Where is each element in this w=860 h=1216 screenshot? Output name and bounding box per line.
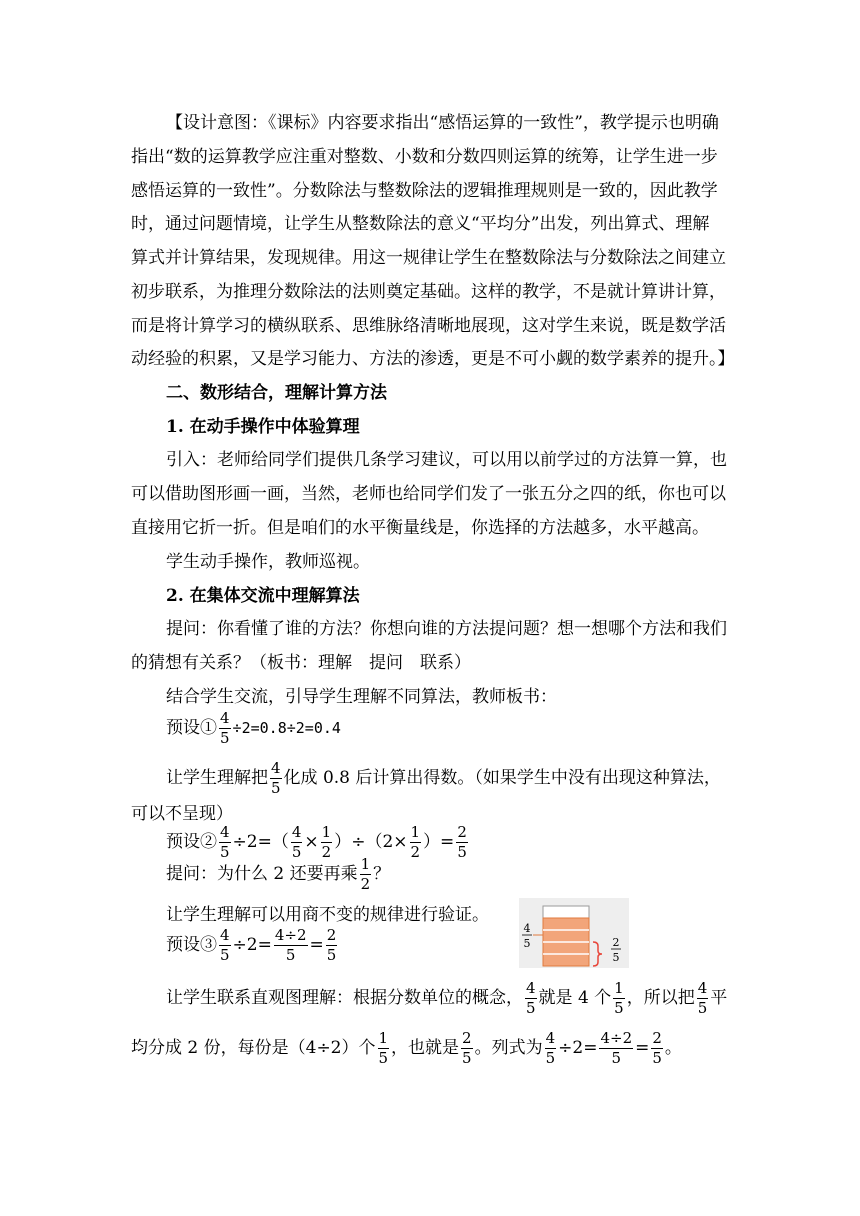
fraction-4-5: $\frac{4}{5}$ xyxy=(526,979,536,1017)
right-label-numerator: 2 xyxy=(612,936,620,949)
fraction-1-2: $\frac{1}{2}$ xyxy=(360,855,371,893)
question-mark: ？ xyxy=(373,864,391,884)
fraction-bar-diagram xyxy=(519,898,629,968)
fraction-4-5: $\frac{4}{5}$ xyxy=(220,926,230,964)
preset-1-note-line-2: 可以不呈现） xyxy=(131,804,233,824)
fraction-1-2: $\frac{1}{2}$ xyxy=(410,823,421,861)
note-text: 让学生联系直观图理解：根据分数单位的概念， xyxy=(166,988,523,1008)
fraction-4-5: $\frac{4}{5}$ xyxy=(545,1029,556,1067)
note-text: 。列式为 xyxy=(474,1038,543,1058)
intro-line-3: 直接用它折一折。但是咱们的水平衡量线是，你选择的方法越多，水平越高。 xyxy=(131,518,709,538)
fraction-4-5: $\frac{4}{5}$ xyxy=(697,979,708,1017)
note-text: 均分成 2 份，每份是（4÷2）个 xyxy=(131,1038,376,1058)
preset-2-label: 预设② xyxy=(166,832,217,852)
preset-1-expression: ÷2=0.8÷2=0.4 xyxy=(232,719,341,737)
fraction-2-5: $\frac{2}{5}$ xyxy=(326,926,337,964)
right-label-denominator: 5 xyxy=(612,951,620,964)
combine-line: 结合学生交流，引导学生理解不同算法，教师板书： xyxy=(166,687,557,707)
section-heading: 二、数形结合，理解计算方法 xyxy=(166,383,387,403)
note-text: 化成 0.8 后计算出得数。（如果学生中没有出现这种算法， xyxy=(283,768,721,788)
fraction-4div2-5: $\frac{4\div 2}{5}$ xyxy=(600,1029,633,1067)
design-line-8: 动经验的积累，又是学习能力、方法的渗透，更是不可小觑的数学素养的提升。】 xyxy=(131,349,735,369)
intro-line-2: 可以借助图形画一画，当然，老师也给同学们发了一张五分之四的纸，你也可以 xyxy=(131,484,726,504)
fraction-4-5: $\frac{4}{5}$ xyxy=(220,709,230,747)
preset-3-label: 预设③ xyxy=(166,935,217,955)
design-line-3: 感悟运算的一致性”。分数除法与整数除法的逻辑推理规则是一致的，因此教学 xyxy=(131,181,718,201)
equals-sign: = xyxy=(309,935,324,955)
subsection-heading-2: 2. 在集体交流中理解算法 xyxy=(166,586,360,606)
design-line-2: 指出“数的运算教学应注重对整数、小数和分数四则运算的统筹，让学生进一步 xyxy=(131,147,718,167)
times-sign: × xyxy=(304,832,319,852)
note-text: 就是 4 个 xyxy=(538,988,612,1008)
expr-part: ）÷（2× xyxy=(334,832,408,852)
subsection-heading-1: 1. 在动手操作中体验算理 xyxy=(166,417,360,437)
note-text: ÷2= xyxy=(558,1038,598,1058)
question-line-2: 的猜想有关系？（板书：理解 提问 联系） xyxy=(131,653,471,673)
fraction-4-5: $\frac{4}{5}$ xyxy=(220,823,230,861)
left-label-denominator: 5 xyxy=(523,937,531,950)
question-2-text: 提问：为什么 2 还要再乘 xyxy=(166,864,358,884)
fraction-4-5: $\frac{4}{5}$ xyxy=(291,823,302,861)
expr-part: ÷2=（ xyxy=(232,832,289,852)
fraction-1-5: $\frac{1}{5}$ xyxy=(614,979,624,1017)
question-2 xyxy=(166,856,390,893)
fraction-1-5: $\frac{1}{5}$ xyxy=(378,1029,389,1067)
preset-3-note-line-2 xyxy=(131,1030,682,1067)
fraction-2-5: $\frac{2}{5}$ xyxy=(462,1029,472,1067)
design-line-5: 算式并计算结果，发现规律。用这一规律让学生在整数除法与分数除法之间建立 xyxy=(131,248,726,268)
expr-part: ）= xyxy=(423,832,455,852)
fraction-2-5: $\frac{2}{5}$ xyxy=(652,1029,662,1067)
fraction-2-5: $\frac{2}{5}$ xyxy=(457,823,467,861)
design-line-1: 【设计意图：《课标》内容要求指出“感悟运算的一致性”，教学提示也明确 xyxy=(166,113,719,133)
note-text: ，也就是 xyxy=(391,1038,460,1058)
preset-3-note-line-1 xyxy=(166,980,727,1017)
fraction-bar-svg xyxy=(519,898,629,968)
left-label-numerator: 4 xyxy=(523,922,531,935)
note-text: 让学生理解把 xyxy=(166,768,268,788)
fraction-4-5: $\frac{4}{5}$ xyxy=(271,759,281,797)
design-line-6: 初步联系，为推理分数除法的法则奠定基础。这样的教学，不是就计算讲计算， xyxy=(131,282,726,302)
note-text: 平 xyxy=(710,988,728,1008)
equals-sign: = xyxy=(635,1038,650,1058)
preset-3 xyxy=(166,927,339,964)
intro-line-1: 引入：老师给同学们提供几条学习建议，可以用以前学过的方法算一算，也 xyxy=(166,450,727,470)
expr-part: ÷2= xyxy=(232,935,272,955)
fraction-4div2-5: $\frac{4\div 2}{5}$ xyxy=(274,926,307,964)
period: 。 xyxy=(664,1038,682,1058)
design-line-4: 时，通过问题情境，让学生从整数除法的意义“平均分”出发，列出算式、理解 xyxy=(131,214,710,234)
verify-line: 让学生理解可以用商不变的规律进行验证。 xyxy=(166,905,489,925)
preset-1 xyxy=(166,710,341,747)
fraction-1-2: $\frac{1}{2}$ xyxy=(321,823,332,861)
note-text: ，所以把 xyxy=(626,988,695,1008)
students-operation: 学生动手操作，教师巡视。 xyxy=(166,552,370,572)
preset-1-label: 预设① xyxy=(166,718,217,738)
preset-1-note xyxy=(166,760,721,797)
design-line-7: 而是将计算学习的横纵联系、思维脉络清晰地展现，这对学生来说，既是数学活 xyxy=(131,316,726,336)
question-line-1: 提问：你看懂了谁的方法？你想向谁的方法提问题？想一想哪个方法和我们 xyxy=(166,619,727,639)
